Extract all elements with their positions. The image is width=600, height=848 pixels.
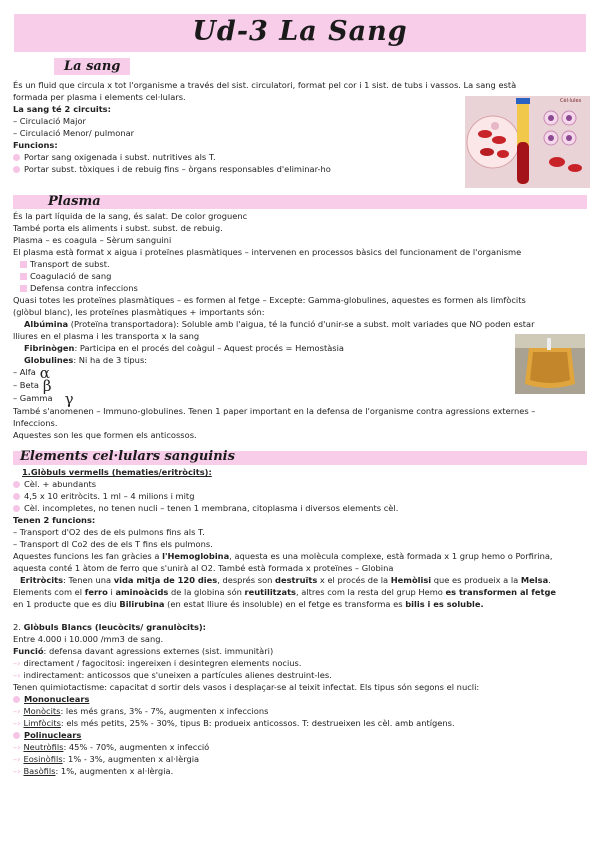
tenen-2-funcions: Tenen 2 funcions: — [13, 515, 96, 525]
plasma-l8: També s'anomenen – Immuno-globulines. Tenen 1 paper important en la defensa de l'organisme contra agressions externes – — [13, 406, 536, 416]
page-title: Ud-3 La Sang — [192, 16, 408, 47]
mononuclears-heading: Mononuclears — [13, 694, 89, 706]
funcio-transport-o2: – Transport d'O2 des de els pulmons fins als T. — [13, 527, 205, 537]
globuls-blancs-title: 2. Glòbuls Blancs (leucòcits/ granulòcits): — [13, 622, 206, 632]
bullet-icon — [20, 285, 27, 292]
bullet-icon — [13, 696, 20, 703]
bullet-icon — [13, 732, 20, 739]
plasma-l9: Infeccions. — [13, 418, 58, 428]
la-sang-p2: formada per plasma i elements cel·lulars. — [13, 92, 186, 102]
plasma-l4: El plasma està format x aigua i proteïnes plasmàtiques – intervenen en processos bàsics del funcionament de l'organisme — [13, 247, 522, 257]
circuit-2: – Circulació Menor/ pulmonar — [13, 128, 135, 138]
elements-line-1: Elements com el ferro i aminoàcids de la globina són reutilitzats, altres com la resta del grup Hemo es transformen al fetge — [13, 587, 557, 597]
funcio-1: Portar sang oxigenada i subst. nutritives als T. — [13, 152, 216, 164]
bullet-icon — [13, 481, 20, 488]
plasma-f2: Coagulació de sang — [20, 271, 111, 283]
bullet-icon — [13, 505, 20, 512]
section-heading-elements: Elements cel·lulars sanguinis — [20, 449, 235, 464]
plasma-l2: També porta els aliments i subst. subst. de rebuig. — [13, 223, 223, 233]
bullet-icon — [13, 493, 20, 500]
gamma-line: – Gamma γ — [13, 390, 74, 408]
gv-2: 4,5 x 10 eritròcits. 1 ml – 4 milions i mitg — [13, 491, 194, 503]
albumina-line: Albúmina (Proteïna transportadora): Soluble amb l'aigua, té la funció d'unir-se a subst. molt variades que NO poden estar — [24, 319, 535, 329]
gb-funcio: Funció: defensa davant agressions externes (sist. immunitàri) — [13, 646, 274, 656]
arrow-icon: –› — [13, 706, 21, 716]
arrow-icon: –› — [13, 670, 21, 680]
elements-line-2: en 1 producte que es diu Bilirubina (en estat lliure és insoluble) en el fetge es transforma es bilis i es soluble. — [13, 599, 484, 609]
gamma-symbol: γ — [64, 390, 74, 408]
eritrocits-line: Eritròcits: Tenen una vida mitja de 120 dies, després son destruïts x el procés de la Hemòlisi que es produeix a la Melsa. — [20, 575, 551, 585]
gv-1: Cèl. + abundants — [13, 479, 96, 491]
basofils-line: –› Basòfils: 1%, augmenten x al·lèrgia. — [13, 766, 174, 776]
circuit-1: – Circulació Major — [13, 116, 86, 126]
plasma-l3: Plasma – es coagula – Sèrum sanguini — [13, 235, 172, 245]
bullet-icon — [20, 273, 27, 280]
blood-illustration-icon — [465, 96, 590, 188]
bullet-icon — [13, 166, 20, 173]
section-heading-plasma: Plasma — [48, 194, 101, 209]
plasma-l7: lliures en el plasma i les transporta x la sang — [13, 331, 200, 341]
blood-composition-image — [465, 96, 590, 188]
plasma-l10: Aquestes son les que formen els anticossos. — [13, 430, 197, 440]
gb-4: Tenen quimiotactisme: capacitat d sortir dels vasos i desplaçar-se al teixit infectat. Els tipus són segons el nucli: — [13, 682, 480, 692]
plasma-bag-image — [515, 334, 585, 394]
arrow-icon: –› — [13, 718, 21, 728]
polinuclears-heading: Polinuclears — [13, 730, 81, 742]
beta-line: – Beta β — [13, 377, 52, 395]
plasma-l6: (glòbul blanc), les proteïnes plasmàtiques + importants són: — [13, 307, 265, 317]
image-label: Cèl·lules — [560, 98, 582, 104]
alfa-line: – Alfa α — [13, 364, 50, 382]
plasma-l5: Quasi totes les proteïnes plasmàtiques – es formen al fetge – Excepte: Gamma-globulines, aquestes es formen als limfòcits — [13, 295, 526, 305]
plasma-l1: És la part líquida de la sang, és salat. De color groguenc — [13, 211, 248, 221]
fibrinogen-line: Fibrinògen: Participa en el procés del coàgul – Aquest procés = Hemostàsia — [24, 343, 345, 353]
globulines-line: Globulines: Ni ha de 3 tipus: — [24, 355, 148, 365]
hemoglobina-line-1: Aquestes funcions les fan gràcies a l'Hemoglobina, aquesta es una molècula complexe, està formada x 1 grup hemo o Porfirina, — [13, 551, 553, 561]
arrow-icon: –› — [13, 766, 21, 776]
gb-2: –› directament / fagocitosi: ingereixen i desintegren elements nocius. — [13, 658, 302, 668]
gv-3: Cèl. incompletes, no tenen nucli – tenen 1 membrana, citoplasma i diversos elements cèl. — [13, 503, 398, 515]
limfocits-line: –› Limfòcits: els més petits, 25% - 30%, tipus B: produeix anticossos. T: destrueixen les cèl. amb antígens. — [13, 718, 455, 728]
la-sang-p1: És un fluid que circula x tot l'organisme a través del sist. circulatori, format pel cor i 1 sist. de tubs i vassos. La sang està — [13, 80, 517, 90]
arrow-icon: –› — [13, 754, 21, 764]
plasma-bag-icon — [515, 334, 585, 394]
funcions-label: Funcions: — [13, 140, 58, 150]
arrow-icon: –› — [13, 658, 21, 668]
bullet-icon — [13, 154, 20, 161]
gb-3: –› indirectament: anticossos que s'uneixen a partícules alienes destruint-les. — [13, 670, 332, 680]
funcio-2: Portar subst. tòxiques i de rebuig fins – òrgans responsables d'eliminar-ho — [13, 164, 331, 176]
globuls-vermells-title: 1.Glòbuls vermells (hematies/eritròcits): — [22, 467, 212, 477]
bullet-icon — [20, 261, 27, 268]
gb-1: Entre 4.000 i 10.000 /mm3 de sang. — [13, 634, 164, 644]
section-heading-la-sang: La sang — [48, 58, 136, 75]
funcio-transport-co2: – Transport dl Co2 des de els T fins els pulmons. — [13, 539, 213, 549]
beta-symbol: β — [42, 377, 52, 395]
plasma-f3: Defensa contra infeccions — [20, 283, 138, 295]
monocits-line: –› Monòcits: les més grans, 3% - 7%, augmenten x infeccions — [13, 706, 269, 716]
neutrofils-line: –› Neutròfils: 45% - 70%, augmenten x infecció — [13, 742, 210, 752]
eosinofils-line: –› Eosinòfils: 1% - 3%, augmenten x al·lèrgia — [13, 754, 200, 764]
alpha-symbol: α — [39, 364, 50, 382]
circuits-label: La sang té 2 circuits: — [13, 104, 111, 114]
plasma-f1: Transport de subst. — [20, 259, 110, 271]
arrow-icon: –› — [13, 742, 21, 752]
hemoglobina-line-2: aquesta conté 1 àtom de ferro que s'unirà al O2. També està formada x proteïnes – Globina — [13, 563, 394, 573]
